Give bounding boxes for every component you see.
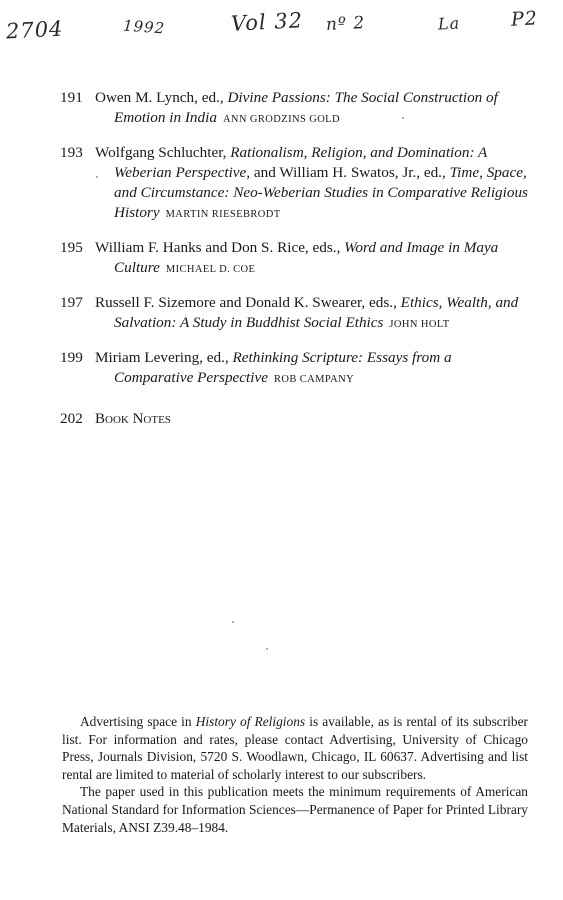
book-title: Word and Image in Maya Culture: [114, 239, 499, 276]
entry-coauthor: and William H. Swatos, Jr., ed.,: [250, 164, 450, 181]
scan-speck: [402, 117, 404, 119]
publication-notice: [62, 713, 528, 836]
reviewer-name: ANN GRODZINS GOLD: [222, 114, 340, 125]
page-number: 202: [60, 410, 83, 427]
entry-text: [95, 293, 530, 335]
toc-entry: [60, 348, 530, 390]
handwritten-year: 1992: [122, 16, 166, 38]
scan-speck: [96, 176, 98, 178]
advertising-notice: [62, 713, 528, 783]
scan-speck: [266, 648, 268, 650]
book-title-2: Time, Space, and Circumstance: Neo-Weberian Studies in Comparative Religious History: [114, 164, 528, 221]
notice-text: Advertising space in: [80, 714, 196, 729]
entry-author: Miriam Levering, ed.,: [95, 349, 233, 366]
page-number: 191: [60, 89, 83, 106]
toc-entry-book-notes: [60, 409, 530, 429]
entry-author: Russell F. Sizemore and Donald K. Swearer, eds.,: [95, 294, 401, 311]
toc-entry: [60, 293, 530, 335]
book-title: Ethics, Wealth, and Salvation: A Study in Buddhist Social Ethics: [114, 294, 519, 331]
handwritten-code: P2: [510, 7, 539, 31]
entry-text: [95, 238, 530, 280]
book-title: Rationalism, Religion, and Domination: A Weberian Perspective,: [114, 144, 488, 181]
scan-speck: [232, 621, 234, 623]
book-title: Divine Passions: The Social Construction of Emotion in India: [114, 89, 498, 126]
page-number: 195: [60, 239, 83, 256]
toc-entry: [60, 143, 530, 225]
reviewer-name: JOHN HOLT: [389, 319, 450, 330]
journal-title: History of Religions: [195, 714, 306, 729]
handwritten-issue: nº 2: [325, 12, 366, 36]
handwritten-language: La: [437, 13, 461, 34]
page-number: 197: [60, 294, 83, 311]
book-title: Rethinking Scripture: Essays from a Comparative Perspective: [114, 349, 452, 386]
reviewer-name: MICHAEL D. COE: [165, 264, 256, 275]
entry-author: Owen M. Lynch, ed.,: [95, 89, 228, 106]
handwritten-annotation: [0, 6, 563, 42]
entry-text: [95, 88, 530, 130]
entry-author: William F. Hanks and Don S. Rice, eds.,: [95, 239, 345, 256]
entry-text: [95, 348, 530, 390]
reviewer-name: ROB CAMPANY: [273, 374, 355, 385]
entry-author: Wolfgang Schluchter,: [95, 144, 231, 161]
page-number: 193: [60, 144, 83, 161]
toc-entry: [60, 88, 530, 130]
toc-entry: [60, 238, 530, 280]
handwritten-volume: Vol 32: [230, 8, 304, 36]
reviewer-name: MARTIN RIESEBRODT: [165, 209, 281, 220]
page-number: 199: [60, 349, 83, 366]
handwritten-number: 2704: [5, 16, 65, 44]
book-notes-label: Book Notes: [95, 411, 171, 427]
entry-text: [95, 409, 530, 429]
paper-standard-notice: The paper used in this publication meets the minimum requirements of American National Standard for Information Sciences—Permanence of Paper for Printed Library Materials, ANSI Z39.48–1984.: [62, 784, 528, 835]
notice-text: is available, as is rental of its subscriber list. For information and rates, please contact Advertising, University of Chicago Press, Journals Division, 5720 S. Woodlawn, Chicago, IL 60637. Advertising and list rental are limited to material of scholarly interest to our subscribers.: [62, 714, 528, 782]
entry-text: [95, 143, 530, 225]
book-reviews-contents: [60, 88, 530, 442]
